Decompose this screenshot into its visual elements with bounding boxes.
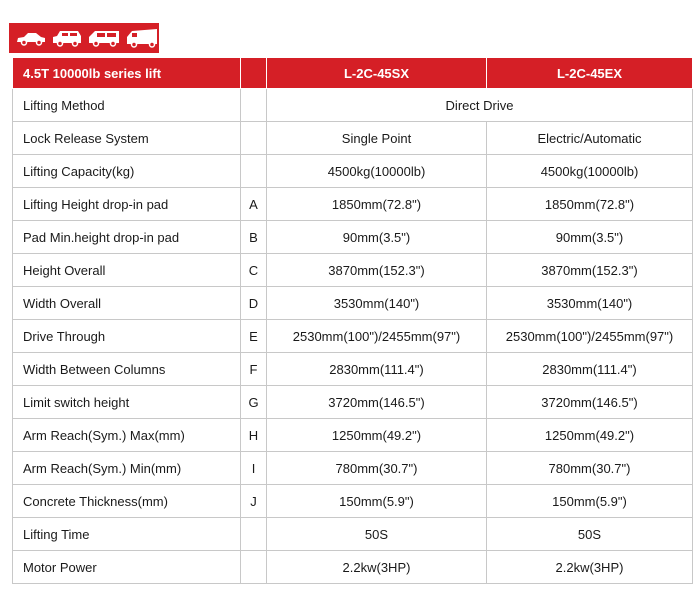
table-row xyxy=(13,320,693,353)
dimension-code: F xyxy=(241,353,267,386)
sx-value: 4500kg(10000lb) xyxy=(267,155,487,188)
minivan-icon xyxy=(87,29,121,47)
param-label: Lock Release System xyxy=(13,122,241,155)
ex-value: Electric/Automatic xyxy=(487,122,693,155)
ex-value: 2530mm(100")/2455mm(97") xyxy=(487,320,693,353)
ex-value: 4500kg(10000lb) xyxy=(487,155,693,188)
model-sx-header: L-2C-45SX xyxy=(267,58,487,89)
spec-table xyxy=(12,57,693,584)
sx-value: 150mm(5.9") xyxy=(267,485,487,518)
sx-value: Single Point xyxy=(267,122,487,155)
param-label: Arm Reach(Sym.) Max(mm) xyxy=(13,419,241,452)
sx-value: 3870mm(152.3") xyxy=(267,254,487,287)
dimension-code: D xyxy=(241,287,267,320)
sx-value: 1850mm(72.8") xyxy=(267,188,487,221)
table-header-row xyxy=(13,58,693,89)
sx-value: 3720mm(146.5") xyxy=(267,386,487,419)
param-label: Arm Reach(Sym.) Min(mm) xyxy=(13,452,241,485)
table-row xyxy=(13,485,693,518)
series-title: 4.5T 10000lb series lift xyxy=(13,58,241,89)
table-row xyxy=(13,287,693,320)
dimension-code: I xyxy=(241,452,267,485)
ex-value: 1850mm(72.8") xyxy=(487,188,693,221)
param-label: Lifting Height drop-in pad xyxy=(13,188,241,221)
table-row xyxy=(13,221,693,254)
ex-value: 90mm(3.5") xyxy=(487,221,693,254)
dimension-code xyxy=(241,518,267,551)
dimension-code: H xyxy=(241,419,267,452)
dimension-code: B xyxy=(241,221,267,254)
table-row xyxy=(13,518,693,551)
table-row xyxy=(13,452,693,485)
merged-value: Direct Drive xyxy=(267,89,693,122)
ex-value: 780mm(30.7") xyxy=(487,452,693,485)
sx-value: 3530mm(140") xyxy=(267,287,487,320)
dimension-code: E xyxy=(241,320,267,353)
table-row xyxy=(13,155,693,188)
suv-icon xyxy=(51,29,83,47)
param-label: Concrete Thickness(mm) xyxy=(13,485,241,518)
sx-value: 2830mm(111.4") xyxy=(267,353,487,386)
table-row xyxy=(13,89,693,122)
ex-value: 3530mm(140") xyxy=(487,287,693,320)
ex-value: 2830mm(111.4") xyxy=(487,353,693,386)
dimension-code xyxy=(241,551,267,584)
param-label: Width Between Columns xyxy=(13,353,241,386)
table-row xyxy=(13,254,693,287)
code-column-header xyxy=(241,58,267,89)
ex-value: 150mm(5.9") xyxy=(487,485,693,518)
sx-value: 2.2kw(3HP) xyxy=(267,551,487,584)
table-row xyxy=(13,551,693,584)
param-label: Lifting Capacity(kg) xyxy=(13,155,241,188)
vehicle-types-badge xyxy=(9,23,159,53)
dimension-code xyxy=(241,122,267,155)
table-row xyxy=(13,353,693,386)
param-label: Height Overall xyxy=(13,254,241,287)
sx-value: 780mm(30.7") xyxy=(267,452,487,485)
param-label: Lifting Time xyxy=(13,518,241,551)
dimension-code: A xyxy=(241,188,267,221)
ex-value: 1250mm(49.2") xyxy=(487,419,693,452)
param-label: Lifting Method xyxy=(13,89,241,122)
ex-value: 3870mm(152.3") xyxy=(487,254,693,287)
dimension-code: C xyxy=(241,254,267,287)
sx-value: 2530mm(100")/2455mm(97") xyxy=(267,320,487,353)
param-label: Limit switch height xyxy=(13,386,241,419)
ex-value: 2.2kw(3HP) xyxy=(487,551,693,584)
sedan-icon xyxy=(15,30,47,46)
param-label: Drive Through xyxy=(13,320,241,353)
model-ex-header: L-2C-45EX xyxy=(487,58,693,89)
dimension-code xyxy=(241,155,267,188)
ex-value: 3720mm(146.5") xyxy=(487,386,693,419)
param-label: Pad Min.height drop-in pad xyxy=(13,221,241,254)
table-row xyxy=(13,188,693,221)
ex-value: 50S xyxy=(487,518,693,551)
table-row xyxy=(13,386,693,419)
param-label: Width Overall xyxy=(13,287,241,320)
dimension-code: J xyxy=(241,485,267,518)
sx-value: 50S xyxy=(267,518,487,551)
sx-value: 90mm(3.5") xyxy=(267,221,487,254)
param-label: Motor Power xyxy=(13,551,241,584)
sx-value: 1250mm(49.2") xyxy=(267,419,487,452)
van-icon xyxy=(125,28,159,48)
table-row xyxy=(13,122,693,155)
table-row xyxy=(13,419,693,452)
dimension-code xyxy=(241,89,267,122)
dimension-code: G xyxy=(241,386,267,419)
